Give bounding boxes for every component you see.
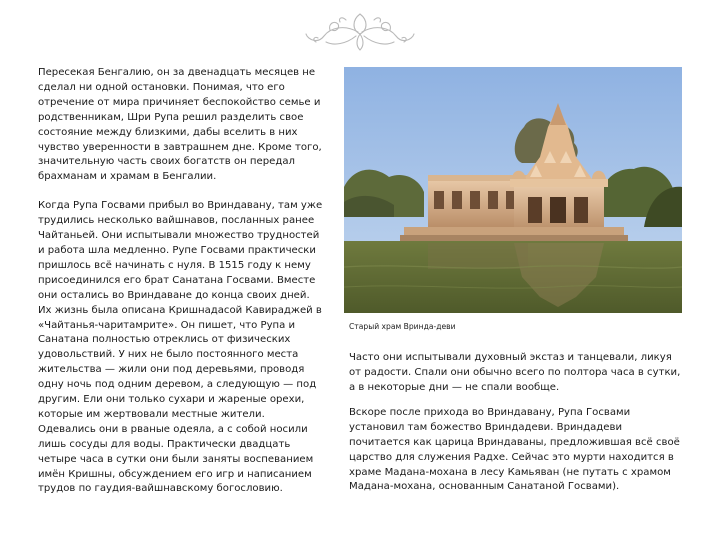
left-text-column [38,66,324,511]
paragraph: Вскоре после прихода во Вриндавану, Рупа Госвами установил там божество Вриндадеви. Вриндадеви почитается как царица Вриндаваны, предложившая всё своё царство для служения Радхе. Сейчас это мурти находится в храме Мадана-мохана в лесу Камьяван (не путать с храмом Мадана-мохана, основанным Санатаной Госвами). [349,407,680,493]
paragraph: Пересекая Бенгалию, он за двенадцать месяцев не сделал ни одной остановки. Понимая, что его отречение от мира причиняет беспокойство семье и родственникам, Шри Рупа решил разделить свое состояние между близкими, дабы вселить в них чувство уверенности в завтрашнем дне. Кроме того, значительную часть своих богатств он передал брахманам и храмам в Бенгалии. [38,67,322,183]
paragraph: Часто они испытывали духовный экстаз и танцевали, ликуя от радости. Спали они обычно всего по полтора часа в сутки, а в некоторые дни — не спали вообще. [349,352,681,393]
photo-caption: Старый храм Вринда-деви [349,322,456,331]
temple-photo [344,67,682,313]
paragraph: Когда Рупа Госвами прибыл во Вриндавану, там уже трудились несколько вайшнавов, посланных ранее Чайтаньей. Они испытывали множество трудностей и работа шла медленно. Рупе Госвами практически пришлось всё начинать с нуля. В 1515 году к нему присоединился его брат Санатана Госвами. Вместе они остались во Вриндаване до конца своих дней. Их жизнь была описана Кришнадасой Кавираджей в «Чайтанья-чаритамрите». Он пишет, что Рупа и Санатана полностью отреклись от физических удовольствий. У них не было постоянного места жительства — жили они под деревьями, проводя одну ночь под одним деревом, а следующую — под другим. Ели они только сухари и жареные орехи, которые им жертвовали местные жители. Одевались они в рваные одеяла, а с собой носили лишь сосуды для воды. Практически двадцать четыре часа в сутки они были заняты воспеванием имён Кришны, обсуждением его игр и написанием трудов по гаудия-вайшнавскому богословию. [38,200,323,495]
floral-ornament-icon [300,6,420,56]
right-text-column [349,351,684,506]
